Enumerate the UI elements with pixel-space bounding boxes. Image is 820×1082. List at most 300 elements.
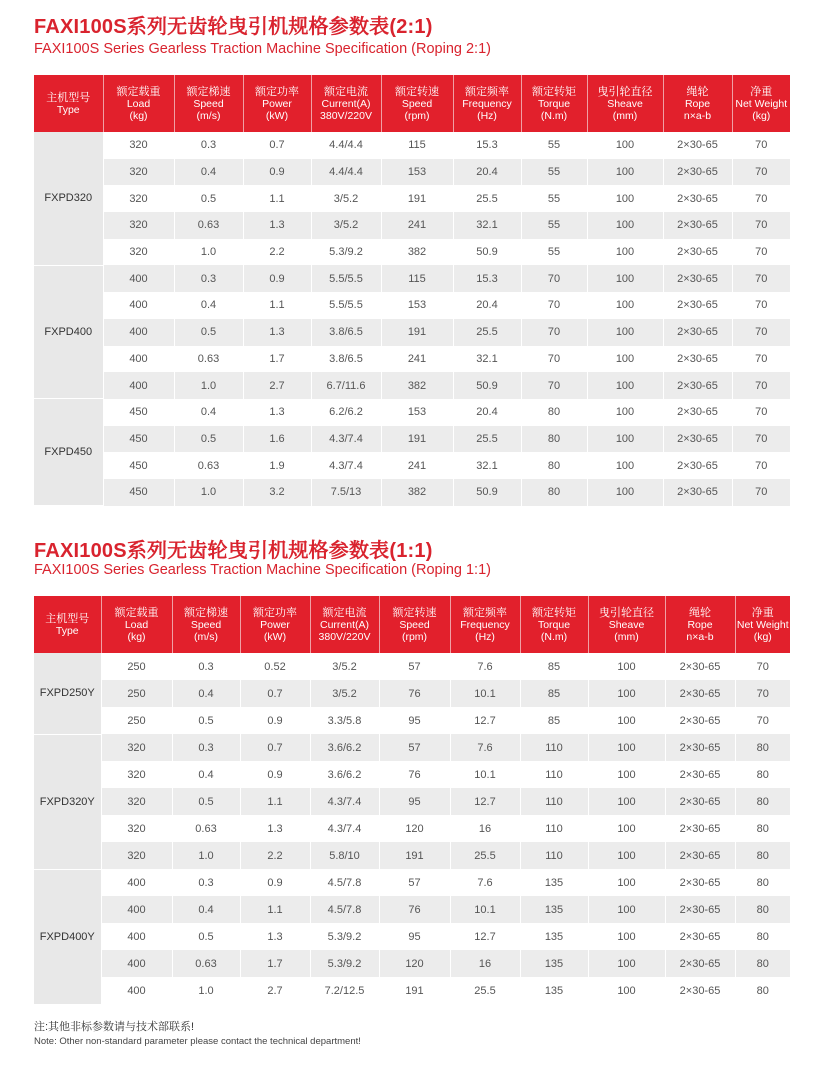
table-cell: 2×30-65 (663, 372, 732, 399)
table-cell: 0.5 (174, 185, 243, 212)
table-cell: 400 (101, 896, 172, 923)
column-header (450, 596, 520, 653)
table-cell: 3/5.2 (311, 212, 381, 239)
header-row (34, 596, 790, 653)
table-row (34, 734, 790, 761)
table-cell: 0.4 (174, 399, 243, 426)
header-label-cn: 净重 (751, 606, 774, 619)
header-label-en2: (mm) (614, 630, 639, 643)
table-cell: 153 (381, 292, 453, 319)
table-cell: 0.9 (240, 707, 310, 734)
table-cell: 85 (520, 707, 588, 734)
table-cell: 4.3/7.4 (311, 452, 381, 479)
table-cell: 1.0 (174, 479, 243, 506)
table-row (34, 426, 790, 453)
table-row (34, 212, 790, 239)
table-cell: 20.4 (453, 159, 521, 186)
table-cell: 80 (521, 479, 587, 506)
table-cell: 320 (103, 159, 174, 186)
table-cell: 70 (732, 292, 790, 319)
column-header (663, 75, 732, 132)
table-cell: 110 (520, 788, 588, 815)
table-row (34, 653, 790, 680)
table-cell: 10.1 (450, 680, 520, 707)
table-cell: 3.2 (243, 479, 311, 506)
table-cell: 0.7 (243, 132, 311, 159)
header-label-en2: (N.m) (540, 109, 568, 122)
table-body (34, 653, 790, 1004)
header-label-cn: 绳轮 (689, 606, 711, 619)
table-cell: 50.9 (453, 372, 521, 399)
table-cell: 0.63 (174, 346, 243, 373)
table-cell: 10.1 (450, 761, 520, 788)
table-cell: 70 (732, 346, 790, 373)
table-cell: 1.1 (243, 185, 311, 212)
table-cell: 5.3/9.2 (310, 923, 379, 950)
table-cell: 250 (101, 653, 172, 680)
table-cell: 80 (735, 761, 790, 788)
table-cell: 400 (101, 950, 172, 977)
table-cell: 3.6/6.2 (310, 761, 379, 788)
table1-title-cn: FAXI100S系列无齿轮曳引机规格参数表(2:1) (34, 16, 433, 38)
table-cell: 1.0 (174, 372, 243, 399)
header-label-cn: 额定电流 (324, 85, 368, 98)
table-cell: 0.7 (240, 734, 310, 761)
table-cell: 100 (587, 399, 663, 426)
table-cell: 70 (732, 265, 790, 292)
table-cell: 70 (732, 372, 790, 399)
header-label-cn: 曳引轮直径 (597, 85, 653, 98)
header-label-en1: Load (124, 618, 149, 631)
table-cell: 5.5/5.5 (311, 265, 381, 292)
header-label-cn: 额定频率 (463, 606, 507, 619)
table-cell: 0.4 (172, 761, 240, 788)
table2-title-cn: FAXI100S系列无齿轮曳引机规格参数表(1:1) (34, 540, 433, 562)
table-cell: 0.3 (172, 869, 240, 896)
table-cell: 7.6 (450, 734, 520, 761)
table-cell: 100 (588, 869, 665, 896)
table-cell: 100 (588, 923, 665, 950)
table-cell: 2×30-65 (665, 653, 735, 680)
table-cell: 320 (103, 212, 174, 239)
table-cell: 55 (521, 185, 587, 212)
table-cell: 0.4 (174, 159, 243, 186)
table-cell: 57 (379, 734, 450, 761)
table-cell: 0.9 (243, 159, 311, 186)
table-cell: 3.8/6.5 (311, 319, 381, 346)
table-row (34, 132, 790, 159)
column-header (172, 596, 240, 653)
table-cell: 0.9 (240, 761, 310, 788)
table-cell: 0.5 (172, 788, 240, 815)
table-row (34, 788, 790, 815)
table-cell: 1.3 (243, 212, 311, 239)
table-row (34, 977, 790, 1004)
table-cell: 0.3 (174, 265, 243, 292)
column-header (310, 596, 379, 653)
table-cell: 3.3/5.8 (310, 707, 379, 734)
table-cell: 0.5 (174, 426, 243, 453)
table-cell: 400 (101, 869, 172, 896)
table-row (34, 159, 790, 186)
table-cell: 2×30-65 (663, 212, 732, 239)
table-cell: 80 (521, 426, 587, 453)
table-cell: 250 (101, 680, 172, 707)
table-cell: 400 (103, 292, 174, 319)
table-row (34, 399, 790, 426)
header-label-en2: (kg) (753, 630, 772, 643)
table-body (34, 132, 790, 506)
table-cell: 0.5 (172, 923, 240, 950)
table-cell: 100 (588, 653, 665, 680)
column-header (453, 75, 521, 132)
header-label-en2: (m/s) (194, 630, 218, 643)
table-cell: 2×30-65 (665, 977, 735, 1004)
table-cell: 100 (588, 680, 665, 707)
header-label-cn: 额定梯速 (184, 606, 228, 619)
table-cell: 2×30-65 (663, 292, 732, 319)
table-cell: 1.9 (243, 452, 311, 479)
table-cell: 4.3/7.4 (310, 815, 379, 842)
header-label-cn: 额定功率 (253, 606, 297, 619)
table-cell: 100 (587, 159, 663, 186)
table-cell: 95 (379, 923, 450, 950)
table-cell: 0.3 (172, 734, 240, 761)
table-cell: 85 (520, 680, 588, 707)
header-label-en2: (kg) (127, 630, 146, 643)
table-cell: 241 (381, 212, 453, 239)
table-cell: 0.5 (174, 319, 243, 346)
table-cell: 191 (381, 185, 453, 212)
table-cell: 1.1 (240, 896, 310, 923)
column-header (588, 596, 665, 653)
table-cell: 2×30-65 (663, 346, 732, 373)
table-cell: 100 (588, 950, 665, 977)
table-cell: 70 (732, 185, 790, 212)
header-label-en2: (rpm) (404, 109, 430, 122)
header-label-en2: (rpm) (401, 630, 428, 643)
table-cell: 32.1 (453, 346, 521, 373)
table-cell: 12.7 (450, 923, 520, 950)
spec-table-roping-1-1 (34, 596, 790, 1005)
header-label-cn: 曳引轮直径 (599, 606, 654, 619)
table-cell: 1.7 (243, 346, 311, 373)
table-cell: 12.7 (450, 788, 520, 815)
table-row (34, 452, 790, 479)
table-cell: 100 (587, 265, 663, 292)
column-header (174, 75, 243, 132)
table-cell: 2.7 (243, 372, 311, 399)
table-cell: 7.5/13 (311, 479, 381, 506)
table-cell: 70 (732, 159, 790, 186)
table-cell: 80 (735, 977, 790, 1004)
header-label-cn: 绳轮 (686, 85, 709, 98)
table-cell: 57 (379, 653, 450, 680)
table-cell: 2×30-65 (663, 132, 732, 159)
table-row (34, 923, 790, 950)
table2-title-en: FAXI100S Series Gearless Traction Machine Specification (Roping 1:1) (34, 562, 491, 578)
table-cell: 55 (521, 132, 587, 159)
table-cell: 2×30-65 (665, 788, 735, 815)
table-cell: 320 (101, 815, 172, 842)
table-cell: 320 (103, 132, 174, 159)
spec-table-roping-2-1 (34, 75, 790, 506)
table-row (34, 239, 790, 266)
header-label-cn: 额定转矩 (532, 85, 576, 98)
model-type-cell: FXPD450 (34, 399, 103, 506)
table-cell: 4.4/4.4 (311, 159, 381, 186)
header-label-en1: Frequency (460, 618, 510, 631)
table-cell: 100 (587, 346, 663, 373)
header-label-en2: n×a-b (683, 109, 712, 122)
table-cell: 100 (587, 319, 663, 346)
table-cell: 382 (381, 372, 453, 399)
table-cell: 80 (735, 788, 790, 815)
table-cell: 1.0 (172, 842, 240, 869)
header-label-cn: 额定功率 (255, 85, 299, 98)
table-cell: 110 (520, 815, 588, 842)
table-cell: 3.6/6.2 (310, 734, 379, 761)
table-row (34, 319, 790, 346)
table-cell: 1.3 (243, 319, 311, 346)
table-cell: 100 (587, 212, 663, 239)
column-header (587, 75, 663, 132)
header-label-en1: Net Weight (735, 97, 788, 110)
table-row (34, 950, 790, 977)
header-label-en2: 380V/220V (318, 630, 371, 643)
table-cell: 153 (381, 159, 453, 186)
table-cell: 0.3 (174, 132, 243, 159)
table-cell: 95 (379, 707, 450, 734)
table-row (34, 346, 790, 373)
table-cell: 7.2/12.5 (310, 977, 379, 1004)
table-cell: 0.7 (240, 680, 310, 707)
table-cell: 135 (520, 950, 588, 977)
table-cell: 3.8/6.5 (311, 346, 381, 373)
table-row (34, 680, 790, 707)
header-label-en1: Load (126, 97, 151, 110)
header-label-cn: 额定载重 (114, 606, 159, 619)
table-cell: 0.9 (240, 869, 310, 896)
table-cell: 2×30-65 (665, 923, 735, 950)
table-cell: 110 (520, 734, 588, 761)
table-cell: 115 (381, 265, 453, 292)
column-header (520, 596, 588, 653)
header-label-en2: (m/s) (196, 109, 221, 122)
table-cell: 2×30-65 (663, 479, 732, 506)
table-cell: 7.6 (450, 653, 520, 680)
table-cell: 450 (103, 426, 174, 453)
table-cell: 2×30-65 (665, 761, 735, 788)
table-cell: 80 (521, 399, 587, 426)
table-cell: 400 (103, 265, 174, 292)
table-cell: 7.6 (450, 869, 520, 896)
table-cell: 135 (520, 869, 588, 896)
header-label-en1: Type (56, 103, 80, 116)
table-cell: 100 (588, 842, 665, 869)
table-cell: 1.1 (240, 788, 310, 815)
table-cell: 76 (379, 896, 450, 923)
table-cell: 4.5/7.8 (310, 896, 379, 923)
table-cell: 70 (521, 265, 587, 292)
table-cell: 20.4 (453, 292, 521, 319)
table-row (34, 265, 790, 292)
table-cell: 100 (587, 239, 663, 266)
table-cell: 3/5.2 (310, 680, 379, 707)
header-label-cn: 额定频率 (465, 85, 509, 98)
table-cell: 55 (521, 212, 587, 239)
table-cell: 6.2/6.2 (311, 399, 381, 426)
header-label-en1: Type (55, 624, 79, 637)
table-cell: 20.4 (453, 399, 521, 426)
table-cell: 50.9 (453, 239, 521, 266)
model-type-cell: FXPD320Y (34, 734, 101, 869)
column-header (34, 596, 101, 653)
table-cell: 80 (735, 923, 790, 950)
table-row (34, 815, 790, 842)
header-label-en1: Power (260, 618, 290, 631)
table-cell: 80 (521, 452, 587, 479)
table-cell: 100 (587, 372, 663, 399)
table-cell: 241 (381, 346, 453, 373)
header-label-cn: 额定梯速 (186, 85, 231, 98)
table-row (34, 842, 790, 869)
table-cell: 25.5 (453, 319, 521, 346)
header-label-en1: Torque (537, 618, 571, 631)
table-cell: 55 (521, 159, 587, 186)
table-cell: 3/5.2 (310, 653, 379, 680)
table-cell: 32.1 (453, 212, 521, 239)
table-cell: 135 (520, 977, 588, 1004)
model-type-cell: FXPD320 (34, 132, 103, 265)
table-cell: 2.7 (240, 977, 310, 1004)
table-cell: 25.5 (453, 426, 521, 453)
header-label-en2: (mm) (612, 109, 638, 122)
model-type-cell: FXPD250Y (34, 653, 101, 734)
table-cell: 100 (588, 761, 665, 788)
table-cell: 2×30-65 (665, 950, 735, 977)
table-cell: 80 (735, 869, 790, 896)
column-header (101, 596, 172, 653)
table-cell: 382 (381, 479, 453, 506)
table-cell: 25.5 (450, 842, 520, 869)
table-cell: 2×30-65 (663, 239, 732, 266)
table-cell: 5.5/5.5 (311, 292, 381, 319)
table-cell: 0.4 (174, 292, 243, 319)
table-cell: 70 (521, 292, 587, 319)
table-cell: 100 (588, 707, 665, 734)
table-cell: 15.3 (453, 132, 521, 159)
table-cell: 450 (103, 399, 174, 426)
header-label-cn: 额定转速 (395, 85, 439, 98)
table-cell: 2.2 (243, 239, 311, 266)
table-cell: 0.63 (172, 950, 240, 977)
table-cell: 70 (732, 452, 790, 479)
table-cell: 100 (587, 292, 663, 319)
table-cell: 25.5 (450, 977, 520, 1004)
table-cell: 2×30-65 (663, 319, 732, 346)
column-header (665, 596, 735, 653)
table-cell: 0.4 (172, 680, 240, 707)
header-label-en1: Power (262, 97, 292, 110)
table-cell: 450 (103, 452, 174, 479)
table-cell: 135 (520, 923, 588, 950)
model-type-cell: FXPD400 (34, 265, 103, 398)
table-cell: 80 (735, 950, 790, 977)
column-header (311, 75, 381, 132)
table-cell: 450 (103, 479, 174, 506)
table-cell: 191 (379, 842, 450, 869)
header-label-en1: Speed (401, 97, 433, 110)
table-cell: 3/5.2 (311, 185, 381, 212)
table-cell: 191 (381, 319, 453, 346)
table-cell: 70 (735, 707, 790, 734)
header-label-en1: Rope (684, 97, 711, 110)
table-cell: 70 (521, 319, 587, 346)
table-cell: 70 (732, 479, 790, 506)
table-cell: 1.3 (243, 399, 311, 426)
table-cell: 0.52 (240, 653, 310, 680)
header-label-en2: (Hz) (477, 109, 497, 122)
table-cell: 2×30-65 (665, 869, 735, 896)
header-label-en2: 380V/220V (320, 109, 372, 122)
table-cell: 250 (101, 707, 172, 734)
table-cell: 400 (103, 372, 174, 399)
table-cell: 70 (732, 399, 790, 426)
table-cell: 100 (588, 977, 665, 1004)
table-cell: 1.0 (174, 239, 243, 266)
table-cell: 57 (379, 869, 450, 896)
table-cell: 0.9 (243, 265, 311, 292)
table-cell: 85 (520, 653, 588, 680)
table-cell: 70 (521, 372, 587, 399)
table-cell: 1.3 (240, 815, 310, 842)
table-cell: 135 (520, 896, 588, 923)
table-cell: 100 (588, 788, 665, 815)
table-cell: 0.5 (172, 707, 240, 734)
table-cell: 5.3/9.2 (311, 239, 381, 266)
header-label-cn: 额定转速 (392, 606, 437, 619)
table-cell: 110 (520, 761, 588, 788)
model-type-cell: FXPD400Y (34, 869, 101, 1004)
table-cell: 2.2 (240, 842, 310, 869)
table-cell: 50.9 (453, 479, 521, 506)
table-cell: 16 (450, 950, 520, 977)
table-cell: 25.5 (453, 185, 521, 212)
table-cell: 400 (103, 319, 174, 346)
table-cell: 120 (379, 950, 450, 977)
header-label-en2: (N.m) (540, 630, 568, 643)
column-header (379, 596, 450, 653)
table-row (34, 761, 790, 788)
header-label-en2: n×a-b (686, 630, 714, 643)
header-row (34, 75, 790, 132)
header-label-cn: 主机型号 (45, 612, 90, 625)
table-cell: 32.1 (453, 452, 521, 479)
column-header (381, 75, 453, 132)
table-cell: 100 (588, 815, 665, 842)
table-cell: 5.3/9.2 (310, 950, 379, 977)
table-cell: 70 (732, 319, 790, 346)
table-cell: 1.7 (240, 950, 310, 977)
table-cell: 55 (521, 239, 587, 266)
table-row (34, 372, 790, 399)
table-cell: 5.8/10 (310, 842, 379, 869)
table-cell: 100 (588, 896, 665, 923)
table-cell: 2×30-65 (665, 842, 735, 869)
table-cell: 191 (379, 977, 450, 1004)
header-label-en1: Sheave (607, 97, 643, 110)
